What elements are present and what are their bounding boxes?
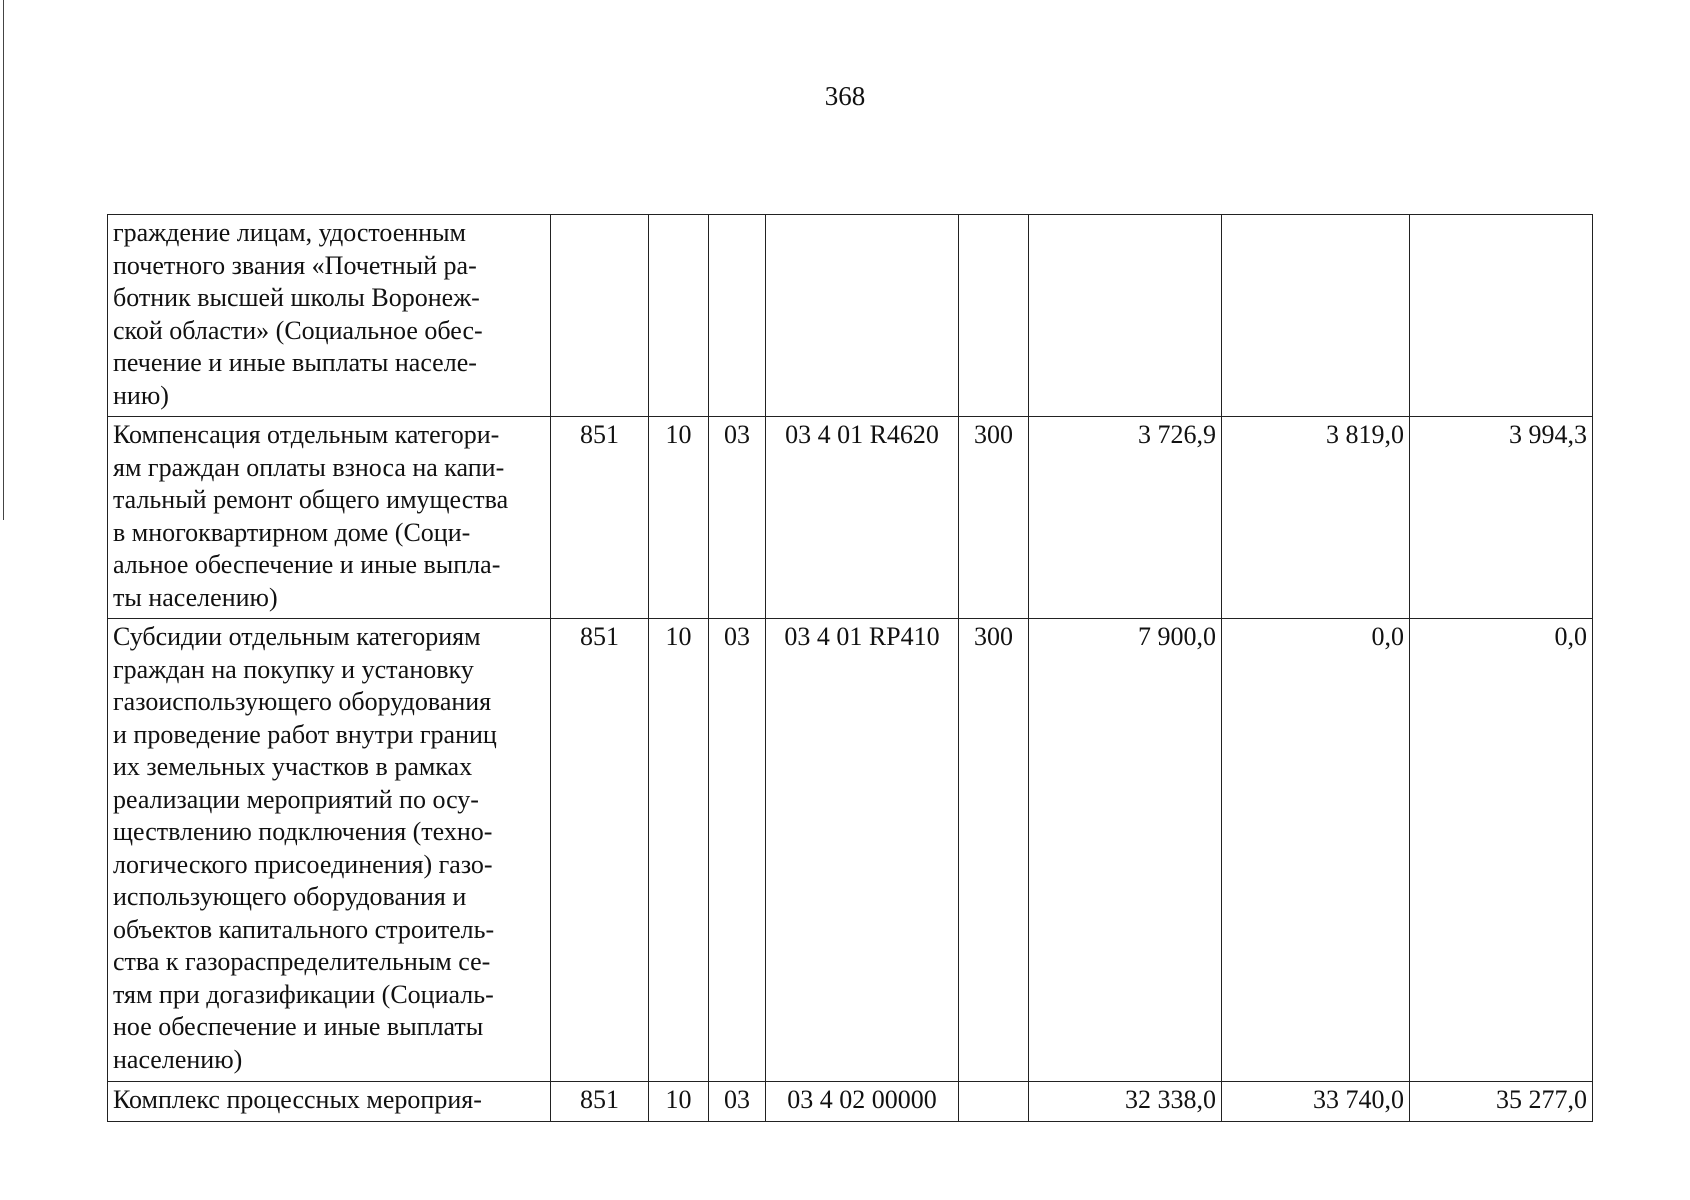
expense-type-cell bbox=[959, 215, 1029, 417]
target-article-cell: 03 4 01 R4620 bbox=[766, 417, 959, 619]
name-line: населению) bbox=[113, 1044, 243, 1074]
name-line: почетного звания «Почетный ра- bbox=[113, 250, 477, 280]
table-row bbox=[108, 417, 1593, 619]
row-name-cell bbox=[108, 619, 551, 1082]
ministry-code-cell: 851 bbox=[551, 1082, 649, 1122]
section-code-cell: 10 bbox=[649, 1082, 709, 1122]
name-line: тям при догазификации (Социаль- bbox=[113, 979, 494, 1009]
sum-2025-cell bbox=[1410, 215, 1593, 417]
name-line: ты населению) bbox=[113, 582, 278, 612]
sum-2024-cell: 3 819,0 bbox=[1222, 417, 1410, 619]
page-number: 368 bbox=[824, 81, 866, 111]
name-line: ской области» (Социальное обес- bbox=[113, 315, 483, 345]
page-edge-line bbox=[3, 0, 4, 520]
row-name-cell bbox=[108, 215, 551, 417]
name-line: в многоквартирном доме (Соци- bbox=[113, 517, 471, 547]
sum-2024-cell: 33 740,0 bbox=[1222, 1082, 1410, 1122]
subsection-code-cell: 03 bbox=[709, 1082, 766, 1122]
name-line: альное обеспечение и иные выпла- bbox=[113, 550, 501, 579]
name-line: ям граждан оплаты взноса на капи- bbox=[113, 452, 505, 482]
sum-2023-cell: 32 338,0 bbox=[1029, 1082, 1222, 1122]
section-code-cell: 10 bbox=[649, 619, 709, 1082]
sum-2024-cell: 0,0 bbox=[1222, 619, 1410, 1082]
name-line: ботник высшей школы Воронеж- bbox=[113, 283, 480, 312]
ministry-code-cell: 851 bbox=[551, 417, 649, 619]
budget-table bbox=[107, 214, 1593, 1122]
sum-2023-cell: 3 726,9 bbox=[1029, 417, 1222, 619]
sum-2023-cell: 7 900,0 bbox=[1029, 619, 1222, 1082]
subsection-code-cell: 03 bbox=[709, 619, 766, 1082]
name-line: ное обеспечение и иные выплаты bbox=[113, 1012, 484, 1041]
expense-type-cell bbox=[959, 1082, 1029, 1122]
target-article-cell bbox=[766, 215, 959, 417]
row-name-cell bbox=[108, 417, 551, 619]
table-row bbox=[108, 215, 1593, 417]
name-line: печение и иные выплаты населе- bbox=[113, 348, 477, 377]
sum-2025-cell: 0,0 bbox=[1410, 619, 1593, 1082]
table-row bbox=[108, 1082, 1593, 1122]
subsection-code-cell: 03 bbox=[709, 417, 766, 619]
sum-2023-cell bbox=[1029, 215, 1222, 417]
name-line: тальный ремонт общего имущества bbox=[113, 485, 509, 514]
name-line: ществлению подключения (техно- bbox=[113, 817, 493, 846]
sum-2025-cell: 35 277,0 bbox=[1410, 1082, 1593, 1122]
expense-type-cell: 300 bbox=[959, 417, 1029, 619]
name-line: граждение лицам, удостоенным bbox=[113, 218, 467, 247]
sum-2024-cell bbox=[1222, 215, 1410, 417]
name-line: Субсидии отдельным категориям bbox=[113, 622, 481, 651]
name-line: логического присоединения) газо- bbox=[113, 849, 493, 879]
target-article-cell: 03 4 01 RP410 bbox=[766, 619, 959, 1082]
name-line: использующего оборудования и bbox=[113, 882, 467, 911]
name-line: реализации мероприятий по осу- bbox=[113, 784, 479, 814]
subsection-code-cell bbox=[709, 215, 766, 417]
table-row bbox=[108, 619, 1593, 1082]
name-line: объектов капитального строитель- bbox=[113, 914, 495, 944]
row-name-cell bbox=[108, 1082, 551, 1122]
target-article-cell: 03 4 02 00000 bbox=[766, 1082, 959, 1122]
ministry-code-cell: 851 bbox=[551, 619, 649, 1082]
name-line: нию) bbox=[113, 380, 169, 410]
name-line: их земельных участков в рамках bbox=[113, 752, 473, 781]
name-line: Компенсация отдельным категори- bbox=[113, 420, 500, 449]
section-code-cell: 10 bbox=[649, 417, 709, 619]
name-line: ства к газораспределительным се- bbox=[113, 947, 491, 976]
ministry-code-cell bbox=[551, 215, 649, 417]
expense-type-cell: 300 bbox=[959, 619, 1029, 1082]
sum-2025-cell: 3 994,3 bbox=[1410, 417, 1593, 619]
name-line: граждан на покупку и установку bbox=[113, 654, 474, 684]
name-line: и проведение работ внутри границ bbox=[113, 719, 497, 749]
name-line: газоиспользующего оборудования bbox=[113, 687, 492, 716]
name-line: Комплекс процессных мероприя- bbox=[113, 1085, 482, 1114]
section-code-cell bbox=[649, 215, 709, 417]
